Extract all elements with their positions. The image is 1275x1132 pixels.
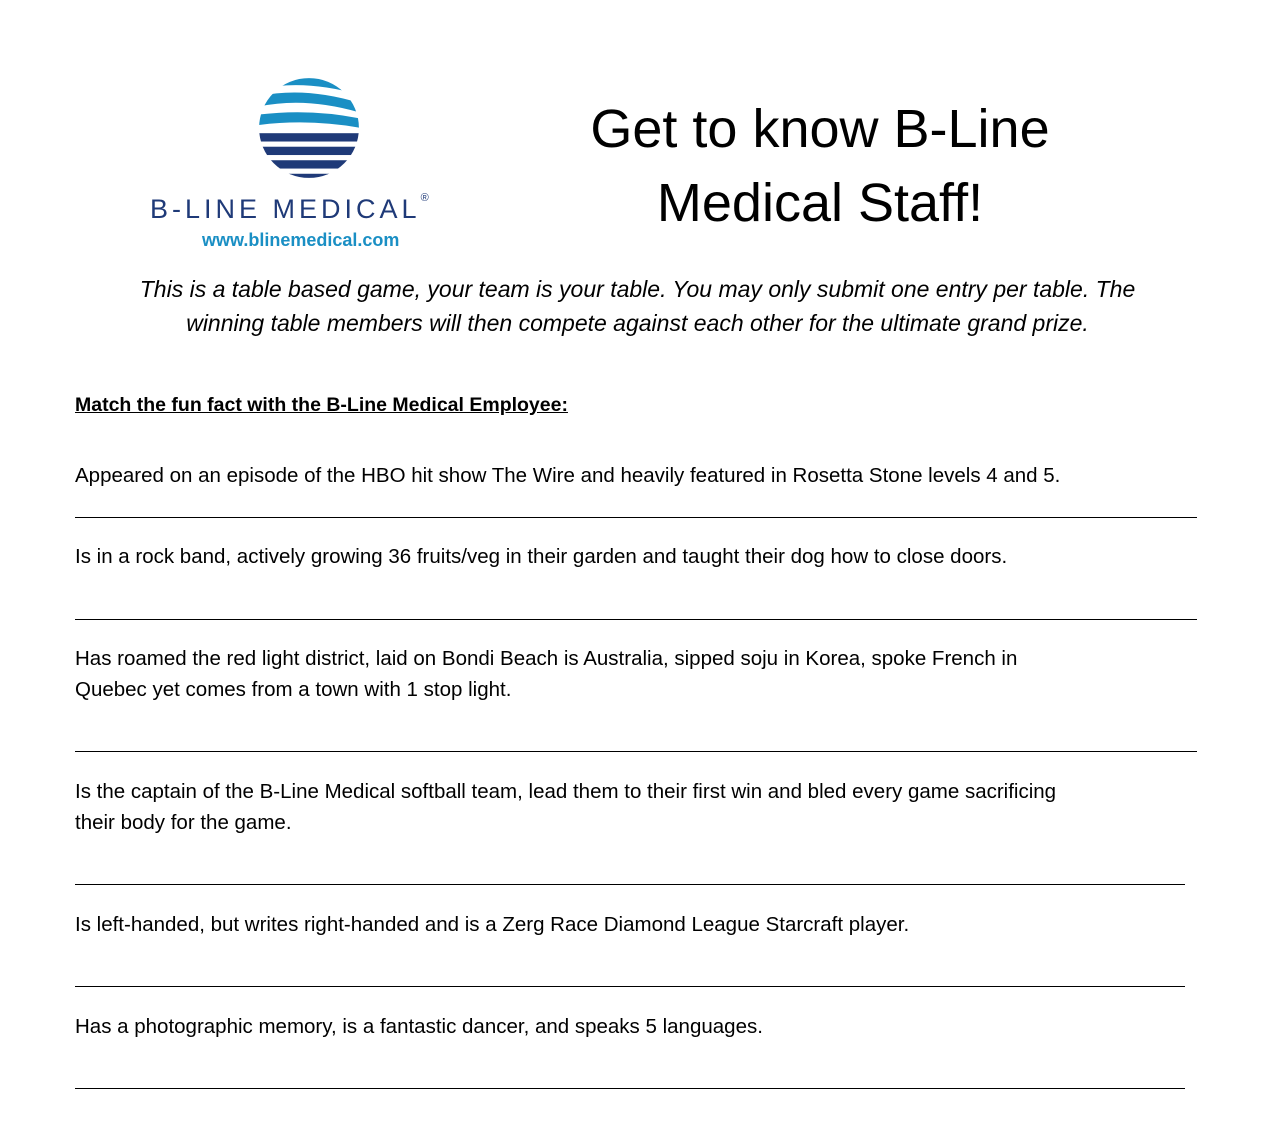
company-logo bbox=[150, 74, 480, 254]
fact-line: Is in a rock band, actively growing 36 fruits/veg in their garden and taught their dog how to close doors. bbox=[75, 545, 1008, 568]
logo-wordmark: B-LINE MEDICAL® bbox=[150, 192, 429, 224]
fun-fact-6 bbox=[75, 1011, 1195, 1042]
fact-line: Has a photographic memory, is a fantastic dancer, and speaks 5 languages. bbox=[75, 1015, 763, 1038]
page-title bbox=[520, 92, 1120, 240]
fun-fact-4 bbox=[75, 776, 1195, 838]
fact-line: Is left-handed, but writes right-handed and is a Zerg Race Diamond League Starcraft player. bbox=[75, 913, 910, 936]
fact-line: Quebec yet comes from a town with 1 stop light. bbox=[75, 678, 512, 701]
answer-line-2[interactable] bbox=[75, 619, 1197, 620]
fact-line: Has roamed the red light district, laid on Bondi Beach is Australia, sipped soju in Korea, spoke French in bbox=[75, 647, 1018, 670]
instructions-line: winning table members will then compete against each other for the ultimate grand prize. bbox=[186, 310, 1089, 336]
title-line: Get to know B-Line bbox=[590, 99, 1050, 159]
fun-fact-2 bbox=[75, 541, 1195, 572]
answer-line-4[interactable] bbox=[75, 884, 1185, 885]
answer-line-3[interactable] bbox=[75, 751, 1197, 752]
section-heading: Match the fun fact with the B-Line Medical Employee: bbox=[75, 394, 568, 416]
fun-fact-5 bbox=[75, 909, 1195, 940]
fact-line: Appeared on an episode of the HBO hit show The Wire and heavily featured in Rosetta Stone levels 4 and 5. bbox=[75, 464, 1061, 487]
logo-url: www.blinemedical.com bbox=[202, 230, 400, 250]
title-line: Medical Staff! bbox=[656, 173, 984, 233]
game-instructions bbox=[60, 272, 1215, 340]
globe-icon bbox=[257, 76, 361, 180]
fun-fact-1 bbox=[75, 460, 1195, 491]
fact-line: their body for the game. bbox=[75, 811, 292, 834]
fact-line: Is the captain of the B-Line Medical softball team, lead them to their first win and bled every game sacrificing bbox=[75, 780, 1057, 803]
answer-line-6[interactable] bbox=[75, 1088, 1185, 1089]
fun-fact-3 bbox=[75, 643, 1195, 705]
answer-line-1[interactable] bbox=[75, 517, 1197, 518]
answer-line-5[interactable] bbox=[75, 986, 1185, 987]
instructions-line: This is a table based game, your team is your table. You may only submit one entry per table. The bbox=[139, 276, 1136, 302]
